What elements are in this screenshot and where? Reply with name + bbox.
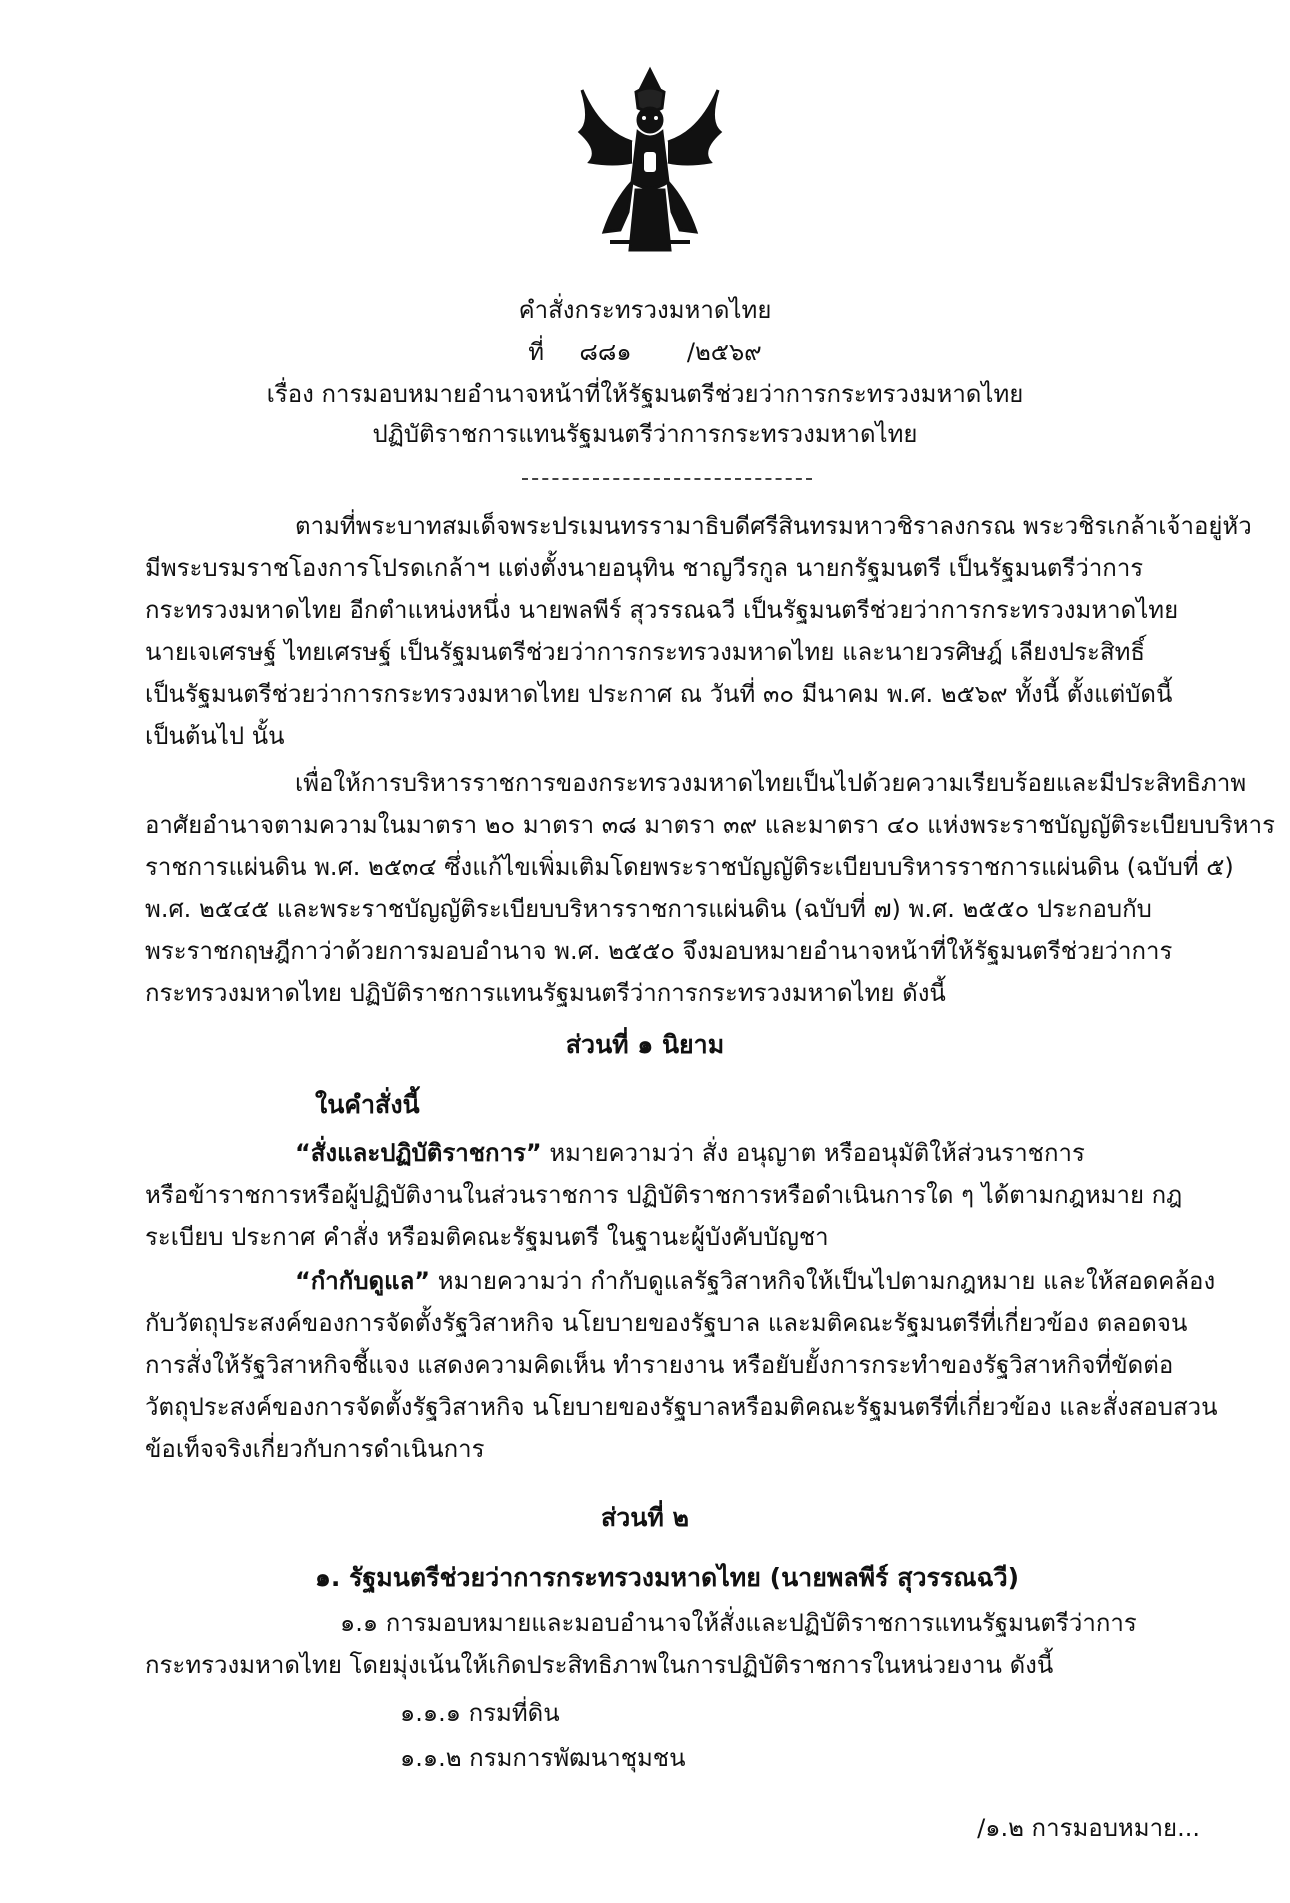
divider — [522, 478, 812, 480]
text-line: พ.ศ. ๒๕๔๕ และพระราชบัญญัติระเบียบบริหารราชการแผ่นดิน (ฉบับที่ ๗) พ.ศ. ๒๕๕๐ ประกอบกับ — [145, 895, 1152, 923]
text-line: ๑.๑ การมอบหมายและมอบอำนาจให้สั่งและปฏิบัติราชการแทนรัฐมนตรีว่าการ — [340, 1609, 1137, 1637]
text-line: นายเจเศรษฐ์ ไทยเศรษฐ์ เป็นรัฐมนตรีช่วยว่าการกระทรวงมหาดไทย และนายวรศิษฎ์ เลียงประสิทธิ์ — [145, 638, 1146, 666]
sub-item-1-1-1: ๑.๑.๑ กรมที่ดิน — [400, 1699, 560, 1727]
text-line: เป็นต้นไป นั้น — [145, 722, 285, 750]
text-line: เป็นรัฐมนตรีช่วยว่าการกระทรวงมหาดไทย ประกาศ ณ วันที่ ๓๐ มีนาคม พ.ศ. ๒๕๖๙ ทั้งนี้ ตั้งแต่บัดนี้ — [145, 680, 1173, 708]
text-line: ระเบียบ ประกาศ คำสั่ง หรือมติคณะรัฐมนตรี ในฐานะผู้บังคับบัญชา — [145, 1223, 829, 1251]
text-line: หมายความว่า สั่ง อนุญาต หรืออนุมัติให้ส่วนราชการ — [541, 1139, 1085, 1167]
text-line: มีพระบรมราชโองการโปรดเกล้าฯ แต่งตั้งนายอนุทิน ชาญวีรกูล นายกรัฐมนตรี เป็นรัฐมนตรีว่าการ — [145, 554, 1144, 582]
text-line: ข้อเท็จจริงเกี่ยวกับการดำเนินการ — [145, 1435, 485, 1463]
item-1-heading: ๑. รัฐมนตรีช่วยว่าการกระทรวงมหาดไทย (นายพลพีร์ สุวรรณฉวี) — [315, 1563, 1020, 1592]
text-line: กับวัตถุประสงค์ของการจัดตั้งรัฐวิสาหกิจ นโยบายของรัฐบาล และมติคณะรัฐมนตรีที่เกี่ยวข้อง ตลอดจน — [145, 1309, 1188, 1337]
text-line: กระทรวงมหาดไทย ปฏิบัติราชการแทนรัฐมนตรีว่าการกระทรวงมหาดไทย ดังนี้ — [145, 979, 946, 1007]
preamble-paragraph-2 — [145, 762, 1275, 1014]
definition-term: “กำกับดูแล” — [295, 1267, 431, 1295]
text-line: อาศัยอำนาจตามความในมาตรา ๒๐ มาตรา ๓๘ มาตรา ๓๙ และมาตรา ๔๐ แห่งพระราชบัญญัติระเบียบบริหาร — [145, 811, 1275, 839]
text-line: การสั่งให้รัฐวิสาหกิจชี้แจง แสดงความคิดเห็น ทำรายงาน หรือยับยั้งการกระทำของรัฐวิสาหกิจที่ขัดต่อ — [145, 1351, 1174, 1379]
order-subject-line-1: เรื่อง การมอบหมายอำนาจหน้าที่ให้รัฐมนตรีช่วยว่าการกระทรวงมหาดไทย — [266, 380, 1024, 408]
text-line: วัตถุประสงค์ของการจัดตั้งรัฐวิสาหกิจ นโยบายของรัฐบาลหรือมติคณะรัฐมนตรีที่เกี่ยวข้อง และสั่งสอบสวน — [145, 1393, 1218, 1421]
preamble-paragraph-1 — [145, 505, 1252, 757]
text-line: เพื่อให้การบริหารราชการของกระทรวงมหาดไทยเป็นไปด้วยความเรียบร้อยและมีประสิทธิภาพ — [295, 769, 1247, 797]
text-line: ราชการแผ่นดิน พ.ศ. ๒๕๓๔ ซึ่งแก้ไขเพิ่มเติมโดยพระราชบัญญัติระเบียบบริหารราชการแผ่นดิน (ฉบับที่ ๕) — [145, 853, 1234, 881]
definitions-intro: ในคำสั่งนี้ — [315, 1090, 420, 1119]
text-line: หรือข้าราชการหรือผู้ปฏิบัติงานในส่วนราชการ ปฏิบัติราชการหรือดำเนินการใด ๆ ได้ตามกฎหมาย กฎ — [145, 1181, 1183, 1209]
section-2-heading: ส่วนที่ ๒ — [600, 1503, 690, 1532]
text-line: กระทรวงมหาดไทย อีกตำแหน่งหนึ่ง นายพลพีร์ สุวรรณฉวี เป็นรัฐมนตรีช่วยว่าการกระทรวงมหาดไทย — [145, 596, 1179, 624]
sub-item-1-1-2: ๑.๑.๒ กรมการพัฒนาชุมชน — [400, 1744, 686, 1772]
text-line: ตามที่พระบาทสมเด็จพระปรเมนทรรามาธิบดีศรีสินทรมหาวชิราลงกรณ พระวชิรเกล้าเจ้าอยู่หัว — [295, 512, 1252, 540]
text-line: พระราชกฤษฎีกาว่าด้วยการมอบอำนาจ พ.ศ. ๒๕๕๐ จึงมอบหมายอำนาจหน้าที่ให้รัฐมนตรีช่วยว่าการ — [145, 937, 1173, 965]
item-1-1 — [145, 1602, 1195, 1686]
section-1-heading: ส่วนที่ ๑ นิยาม — [565, 1030, 725, 1059]
garuda-emblem — [570, 62, 730, 262]
text-line: หมายความว่า กำกับดูแลรัฐวิสาหกิจให้เป็นไปตามกฎหมาย และให้สอดคล้อง — [430, 1267, 1216, 1295]
definition-term: “สั่งและปฏิบัติราชการ” — [295, 1139, 542, 1167]
order-number — [0, 332, 1290, 372]
continuation-note: /๑.๒ การมอบหมาย... — [977, 1814, 1200, 1842]
definition-2 — [145, 1260, 1218, 1470]
order-title: คำสั่งกระทรวงมหาดไทย — [518, 296, 772, 324]
definition-1 — [145, 1132, 1195, 1258]
number-year: /๒๕๖๙ — [686, 338, 762, 366]
number-prefix: ที่ — [528, 338, 545, 366]
number-value: ๘๘๑ — [579, 338, 632, 366]
order-subject-line-2: ปฏิบัติราชการแทนรัฐมนตรีว่าการกระทรวงมหาดไทย — [372, 420, 918, 448]
text-line: กระทรวงมหาดไทย โดยมุ่งเน้นให้เกิดประสิทธิภาพในการปฏิบัติราชการในหน่วยงาน ดังนี้ — [145, 1651, 1054, 1679]
